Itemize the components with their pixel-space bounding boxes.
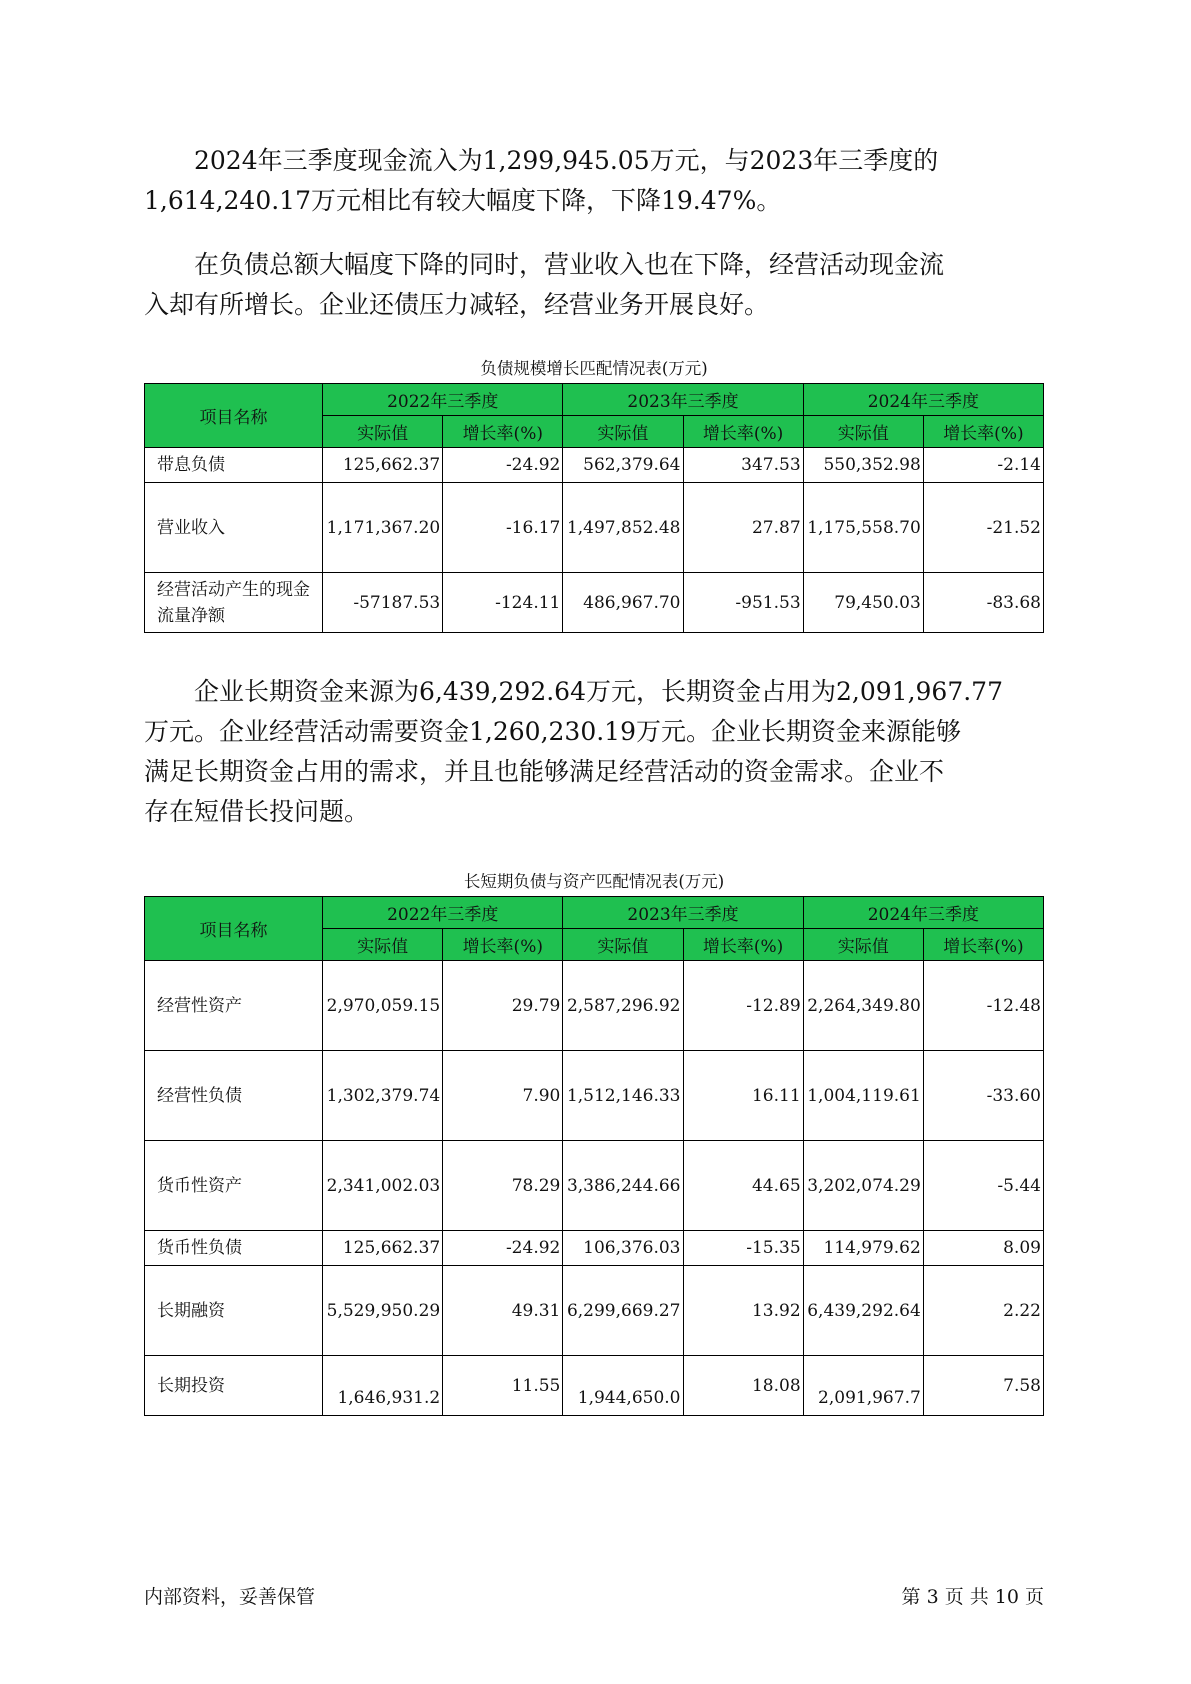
cell-value: -24.92 [443, 448, 563, 483]
table-row [145, 448, 1044, 483]
cell-value: 6,299,669.27 [563, 1266, 683, 1356]
row-name: 营业收入 [145, 483, 323, 573]
row-name: 长期融资 [145, 1266, 323, 1356]
header-growth: 增长率(%) [443, 416, 563, 448]
cell-value: 125,662.37 [323, 1231, 443, 1266]
cell-value: -83.68 [923, 573, 1043, 633]
cell-value: -15.35 [683, 1231, 803, 1266]
cell-value: -16.17 [443, 483, 563, 573]
row-name: 经营性资产 [145, 961, 323, 1051]
row-name: 长期投资 [145, 1356, 323, 1416]
header-item-name: 项目名称 [145, 897, 323, 961]
row-name: 带息负债 [145, 448, 323, 483]
cell-value: 2,970,059.15 [323, 961, 443, 1051]
table-row [145, 1051, 1044, 1141]
header-actual: 实际值 [563, 929, 683, 961]
header-growth: 增长率(%) [443, 929, 563, 961]
cell-value: 2,264,349.80 [803, 961, 923, 1051]
cell-value: 106,376.03 [563, 1231, 683, 1266]
table2-caption: 长短期负债与资产匹配情况表(万元) [463, 872, 725, 891]
cell-value: -12.48 [923, 961, 1043, 1051]
cell-value: 1,497,852.48 [563, 483, 683, 573]
paragraph-long-term-funds [144, 672, 1044, 832]
header-year: 2024年三季度 [803, 897, 1043, 929]
table-row [145, 483, 1044, 573]
cell-value: 13.92 [683, 1266, 803, 1356]
cell-value: 114,979.62 [803, 1231, 923, 1266]
header-year: 2024年三季度 [803, 384, 1043, 416]
cell-value: 49.31 [443, 1266, 563, 1356]
paragraph-line: 在负债总额大幅度下降的同时，营业收入也在下降，经营活动现金流 [194, 250, 945, 279]
cell-value: 1,646,931.2 [323, 1356, 443, 1416]
row-name: 经营活动产生的现金流量净额 [145, 573, 323, 633]
cell-value: 16.11 [683, 1051, 803, 1141]
cell-value: 18.08 [683, 1356, 803, 1416]
cell-value: 11.55 [443, 1356, 563, 1416]
header-year: 2023年三季度 [563, 384, 803, 416]
cell-value: 1,512,146.33 [563, 1051, 683, 1141]
asset-liability-table [144, 896, 1044, 1416]
paragraph-line: 存在短借长投问题。 [144, 797, 370, 826]
header-actual: 实际值 [803, 416, 923, 448]
cell-value: 486,967.70 [563, 573, 683, 633]
cell-value: 550,352.98 [803, 448, 923, 483]
table-row [145, 1266, 1044, 1356]
table-row [145, 573, 1044, 633]
cell-value: 79,450.03 [803, 573, 923, 633]
row-name: 经营性负债 [145, 1051, 323, 1141]
cell-value: 1,302,379.74 [323, 1051, 443, 1141]
cell-value: -2.14 [923, 448, 1043, 483]
paragraph-line: 企业长期资金来源为6,439,292.64万元，长期资金占用为2,091,967.77 [194, 677, 1003, 706]
table-row [145, 961, 1044, 1051]
row-name: 货币性资产 [145, 1141, 323, 1231]
cell-value: 78.29 [443, 1141, 563, 1231]
debt-scale-table [144, 383, 1044, 633]
header-actual: 实际值 [323, 929, 443, 961]
cell-value: 347.53 [683, 448, 803, 483]
cell-value: 1,175,558.70 [803, 483, 923, 573]
cell-value: 29.79 [443, 961, 563, 1051]
header-year: 2022年三季度 [323, 897, 563, 929]
header-year: 2022年三季度 [323, 384, 563, 416]
cell-value: -21.52 [923, 483, 1043, 573]
footer-page-number: 第 3 页 共 10 页 [901, 1586, 1044, 1608]
cell-value: -33.60 [923, 1051, 1043, 1141]
cell-value: 6,439,292.64 [803, 1266, 923, 1356]
cell-value: 7.58 [923, 1356, 1043, 1416]
header-actual: 实际值 [323, 416, 443, 448]
row-name: 货币性负债 [145, 1231, 323, 1266]
cell-value: 2,341,002.03 [323, 1141, 443, 1231]
header-item-name: 项目名称 [145, 384, 323, 448]
paragraph-line: 满足长期资金占用的需求，并且也能够满足经营活动的资金需求。企业不 [144, 757, 945, 786]
header-growth: 增长率(%) [683, 416, 803, 448]
header-growth: 增长率(%) [923, 929, 1043, 961]
cell-value: -124.11 [443, 573, 563, 633]
header-actual: 实际值 [563, 416, 683, 448]
cell-value: 125,662.37 [323, 448, 443, 483]
header-growth: 增长率(%) [683, 929, 803, 961]
cell-value: 8.09 [923, 1231, 1043, 1266]
header-year: 2023年三季度 [563, 897, 803, 929]
cell-value: 5,529,950.29 [323, 1266, 443, 1356]
paragraph-line: 入却有所增长。企业还债压力减轻，经营业务开展良好。 [144, 290, 770, 319]
header-growth: 增长率(%) [923, 416, 1043, 448]
cell-value: 27.87 [683, 483, 803, 573]
cell-value: -24.92 [443, 1231, 563, 1266]
cell-value: 3,202,074.29 [803, 1141, 923, 1231]
cell-value: 7.90 [443, 1051, 563, 1141]
cell-value: -951.53 [683, 573, 803, 633]
table-row [145, 1231, 1044, 1266]
cell-value: -57187.53 [323, 573, 443, 633]
cell-value: 1,171,367.20 [323, 483, 443, 573]
paragraph-line: 2024年三季度现金流入为1,299,945.05万元，与2023年三季度的 [194, 146, 939, 175]
cell-value: 2.22 [923, 1266, 1043, 1356]
cell-value: 3,386,244.66 [563, 1141, 683, 1231]
footer-confidential-note: 内部资料，妥善保管 [144, 1586, 316, 1608]
cell-value: -12.89 [683, 961, 803, 1051]
table-row [145, 1356, 1044, 1416]
paragraph-debt-revenue [144, 245, 1044, 325]
paragraph-line: 万元。企业经营活动需要资金1,260,230.19万元。企业长期资金来源能够 [144, 717, 961, 746]
paragraph-line: 1,614,240.17万元相比有较大幅度下降，下降19.47%。 [144, 186, 782, 215]
table1-caption: 负债规模增长匹配情况表(万元) [480, 359, 708, 378]
cell-value: 2,091,967.7 [803, 1356, 923, 1416]
cell-value: 1,944,650.0 [563, 1356, 683, 1416]
cell-value: -5.44 [923, 1141, 1043, 1231]
cell-value: 2,587,296.92 [563, 961, 683, 1051]
table-row [145, 1141, 1044, 1231]
header-actual: 实际值 [803, 929, 923, 961]
paragraph-cash-inflow [144, 141, 1044, 221]
cell-value: 44.65 [683, 1141, 803, 1231]
cell-value: 562,379.64 [563, 448, 683, 483]
cell-value: 1,004,119.61 [803, 1051, 923, 1141]
